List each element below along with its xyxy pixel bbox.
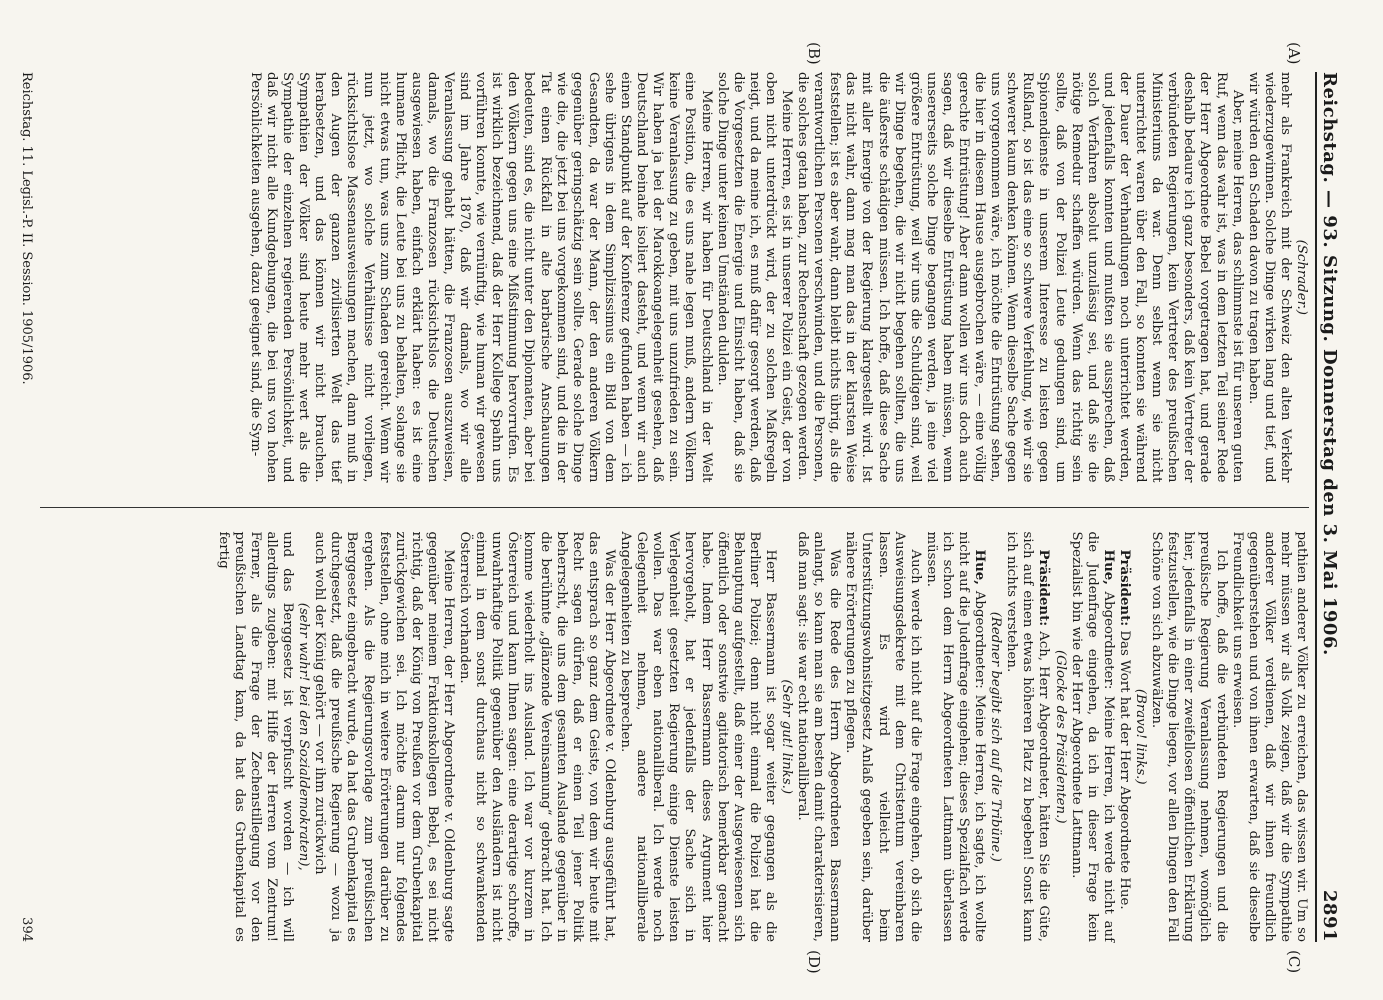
- speaker-tag: (Schrader.): [1294, 239, 1309, 315]
- paragraph: mehr als Frankreich mit der Schweiz den alten Verkehr wiederzugewinnen. Solche Dinge wirken lang und tief, und wir würden den Schaden davon zu tragen haben.: [1245, 72, 1293, 483]
- speaker-name: Hue,: [972, 549, 988, 585]
- speech-text: Ach, Herr Abgeordneter, hätten Sie die Güte, sich auf einen etwas höheren Platz zu begeben! Sonst kann ich nichts verstehen.: [1004, 531, 1052, 942]
- speech-text: Abgeordneter: Meine Herren, ich sagte, ich wollte nicht auf die Judenfrage eingehen; dieses Spezialfach werde ich schon dem Herrn Abgeordneten Lattmann überlassen müssen.: [923, 531, 988, 942]
- paragraph: und das Berggesetz ist verpfuscht worden — ich will allerdings zugeben: mit Hilfe der Herren vom Zentrum! Ferner, als die Frage der Zechenstillegung vor den preußischen Landtag kam, da hat das Grubenkapital es fertig: [215, 531, 296, 942]
- margin-mark-a: (A): [1285, 42, 1303, 65]
- speaker-name: Präsident:: [1036, 549, 1052, 627]
- page-number: 2891: [1319, 889, 1341, 942]
- page-footer: [14, 72, 34, 942]
- left-column: [40, 72, 1309, 483]
- speech-text: Abgeordneter: Meine Herren, ich werde nicht auf die Judenfrage eingehen, da ich in dieser Frage kein Spezialist bin wie der Herr Abgeordnete Lattmann.: [1068, 531, 1116, 942]
- paragraph: Was die Rede des Herrn Abgeordneten Bassermann anlangt, so kann man sie am besten damit charakterisieren, daß man sagt: sie war echt nationalliberal.: [795, 531, 843, 942]
- stage-direction: (Bravo! links.): [1133, 688, 1149, 785]
- footer-session: Reichstag. 11. Legisl.-P. II. Session. 1905/1906.: [19, 72, 34, 385]
- paragraph: Aber, meine Herren, das schlimmste ist für unseren guten Ruf, wenn das wahr ist, was in dem letzten Teil seiner Rede der Herr Abgeordnete Bebel vorgetragen hat, und gerade deshalb bedaure ich ganz besonders, daß kein Vertreter der verbündeten Regierungen, kein Vertreter des preußischen Ministeriums da war. Denn selbst wenn sie nicht unterrichtet waren über den Fall, so konnten sie während der Dauer der Verhandlungen noch unterrichtet werden, und jedenfalls konnten und mußten sie aussprechen, daß solch Verfahren absolut unzulässig sei, und daß sie die nötige Remedur schaffen würden. Wenn das richtig sein sollte, daß von der Polizei Leute gedungen sind, um Spionendienste in unserem Interesse zu leisten gegen Rußland, so ist das eine so schwere Verfehlung, wie wir sie schwerer kaum denken können. Wenn dieselbe Sache gegen uns vorgenommen wäre, ich möchte die Entrüstung sehen, die hier in diesem Hause ausgebrochen wäre, — eine völlig gerechte Entrüstung! Aber dann wollen wir uns doch auch sagen, daß wir dieselbe Entrüstung haben müssen, wenn unsererseits solche Dinge begangen werden, ja eine viel größere Entrüstung, weil wir uns die Schuldigen sind, weil wir Dinge begehen, die wir nicht begehen sollten, die uns die äußerste schädigen müssen. Ich hoffe, daß diese Sache mit aller Energie von der Regierung klargestellt wird. Ist das nicht wahr, dann mag man das in der klarsten Weise feststellen; ist es aber wahr, dann bleibt nichts übrig, als die verantwortlichen Personen verschwinden, und die Personen, die solches getan haben, zur Rechenschaft gezogen werden.: [795, 72, 1245, 483]
- stage-direction: (Sehr gut! links.): [779, 679, 794, 795]
- margin-mark-c: (C): [1285, 950, 1303, 974]
- right-column: [40, 532, 1309, 943]
- paragraph: pathien anderer Völker zu erreichen, das wissen wir. Um so mehr müssen wir als Volk zeigen, daß wir die Sympathie anderer Völker verdienen, daß wir ihnen freundlich gegenüberstehen und von ihnen erwarten, daß sie dieselbe Freundlichkeit uns erweisen.: [1229, 531, 1309, 942]
- footer-signature: 394: [19, 917, 34, 942]
- stage-direction: (sehr wahr! bei den Sozialdemokraten),: [296, 602, 312, 871]
- paragraph: Meine Herren, es ist in unserer Polizei ein Geist, der von oben nicht unterdrückt wird, der zu solchen Maßregeln neigt, und da meine ich, es muß dafür gesorgt werden, daß die Vorgesetzten die Energie und Einsicht haben, daß sie solche Dinge unter keinen Umständen dulden.: [714, 72, 794, 483]
- stage-direction: (Redner begibt sich auf die Tribüne.): [988, 611, 1004, 862]
- speech-text: Das Wort hat der Herr Abgeordnete Hue.: [1116, 630, 1132, 910]
- paragraph: Herr Bassermann ist sogar weiter gegangen als die Berliner Polizei; denn nicht einmal die Polizei hat die Behauptung aufgestellt, daß einer der Ausgewiesenen sich öffentlich oder sonstwie agitatorisch bemerkbar gemacht habe. Indem Herr Bassermann dieses Argument hier hervorgeholt, hat er jedenfalls der Sache sich in Verlegenheit gesetzten Regierung einige Dienste leisten wollen. Das war eben nationalliberal. Ich werde noch Gelegenheit nehmen, andere nationalliberale Angelegenheiten zu besprechen.: [618, 531, 778, 942]
- margin-mark-b: (B): [805, 42, 823, 65]
- speech-president: [1003, 532, 1051, 943]
- speech-hue: [1068, 532, 1116, 943]
- text-columns: [40, 72, 1309, 942]
- speaker-name: Präsident:: [1116, 549, 1132, 627]
- speaker-name: Hue,: [1100, 549, 1116, 585]
- column-rule: [40, 507, 1309, 508]
- paragraph: Was der Herr Abgeordnete v. Oldenburg ausgeführt hat, das entsprach so ganz dem Geiste, von dem wir heute mit Recht sagen dürfen, daß er einen Teil jener Politik beherrscht, die uns dem gesamten Auslande gegenüber in die berühmte „glänzende Vereinsamung“ gebracht hat. Ich komme wiederholt ins Ausland. Ich war vor kurzem in Österreich und kann Ihnen sagen: eine derartige schroffe, unwahrhaftige Politik gegenüber den Ausländern ist nicht einmal in dem sonst durchaus nicht so schwankenden Österreich vorhanden.: [457, 531, 617, 942]
- margin-mark-d: (D): [805, 950, 823, 974]
- stage-direction: (Glocke des Präsidenten.): [1052, 649, 1068, 824]
- speech-president: [1116, 532, 1132, 943]
- paragraph: Ich hoffe, daß die verbündeten Regierungen und die preußische Regierung Veranlassung nehmen, womöglich hier, jedenfalls in einer zweifellosen öffentlichen Erklärung festzustellen, wie die Dinge liegen, vor allen Dingen den Fall Schöne von sich abzuwälzen.: [1149, 531, 1229, 942]
- header-title: Reichstag. — 93. Sitzung. Donnerstag den 3. Mai 1906.: [1319, 72, 1341, 656]
- paragraph: Meine Herren, wir haben für Deutschland in der Welt eine Position, die es uns nahe legen muß, andern Völkern keine Veranlassung zu geben, mit uns unzufrieden zu sein. Wir haben ja bei der Marokkoangelegenheit gesehen, daß Deutschland beinahe isoliert dasteht, und wenn wir auch einen Standpunkt auf der Konferenz gefunden haben — ich sehe übrigens in dem Simplizissimus ein Bild von dem Gesandten, da war der Mann, der den anderen Völkern gegenüber geringschätzig sein sollte. Gerade solche Dinge wie die, die jetzt bei uns vorgekommen sind, und die in der Tat einen Rückfall in alte barbarische Anschauungen bedeuten, sind es, die nicht unter den Diplomaten, aber bei den Völkern gegen uns eine Mißstimmung hervorrufen. Es ist wirklich bezeichnend, daß der Herr Kollege Spahn uns vorführen konnte, wie vernünftig, wie human wir gewesen sind im Jahre 1870, daß wir damals, wo wir alle Veranlassung gehabt hätten, die Franzosen auszuweisen, damals, wo die Franzosen rücksichtslos die Deutschen ausgewiesen haben, einfach erklärt haben: es ist eine humane Pflicht, die Leute bei uns zu behalten, solange sie nicht etwas tun, was uns zum Schaden gereicht. Wenn wir nun jetzt, wo solche Verhältnisse nicht vorliegen, rücksichtslose Massenausweisungen machen, dann muß in den Augen der ganzen zivilisierten Welt das tief herabsetzen, und das können wir nicht brauchen. Sympathien der Völker sind heute mehr wert als die Sympathie der einzelnen regierenden Persönlichkeit, und daß wir nicht alle Kundgebungen, die bei uns von hohen Persönlichkeiten ausgehen, dazu geeignet sind, die Sym-: [247, 72, 714, 483]
- paragraph: Meine Herren, der Herr Abgeordnete v. Oldenburg sagte gegenüber meinem Fraktionskollegen Bebel, es sei nicht richtig, daß der König von Preußen vor dem Grubenkapital zurückgewichen sei. Ich möchte darum nur folgendes feststellen, ohne mich in weitere Erörterungen darüber zu ergehen. Als die Regierungsvorlage zum preußischen Berggesetz eingebracht wurde, da hat das Grubenkapital es durchgesetzt, daß die preußische Regierung — wozu ja auch wohl der König gehört — vor ihm zurückwich: [312, 531, 457, 942]
- page-header: [1315, 72, 1343, 942]
- paragraph: Auch werde ich nicht auf die Frage eingehen, ob sich die Ausweisungsdekrete mit dem Christentum vereinbaren lassen. Es wird vielleicht beim Unterstützungswohnsitzgesetz Anlaß gegeben sein, darüber nähere Erörterungen zu pflegen.: [843, 531, 923, 942]
- speech-hue: [923, 532, 987, 943]
